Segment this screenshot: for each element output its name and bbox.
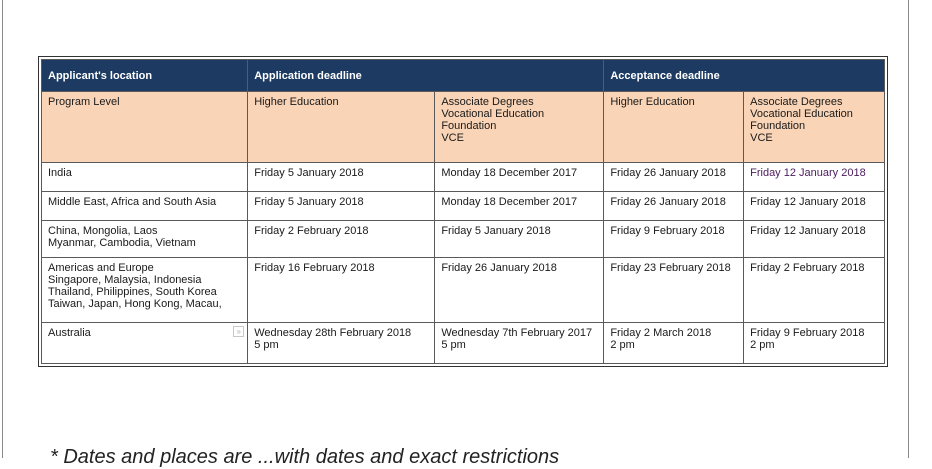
date-cell: Friday 9 February 2018	[604, 221, 744, 258]
paste-options-icon[interactable]: »	[233, 326, 244, 337]
header-application-deadline: Application deadline	[248, 60, 604, 92]
location-cell	[42, 323, 248, 364]
deadlines-table-container	[38, 56, 888, 367]
table-row	[42, 323, 885, 364]
date-cell: Monday 18 December 2017	[435, 163, 604, 192]
header-applicant-location: Applicant's location	[42, 60, 248, 92]
deadlines-table	[41, 59, 885, 364]
location-text: Australia	[48, 327, 91, 339]
date-cell: Friday 26 January 2018	[435, 258, 604, 323]
subheader-app-associate: Associate Degrees Vocational Education Foundation VCE	[435, 92, 604, 163]
date-cell: Friday 5 January 2018	[248, 192, 435, 221]
location-cell: China, Mongolia, Laos Myanmar, Cambodia, Vietnam	[42, 221, 248, 258]
date-cell: Friday 16 February 2018	[248, 258, 435, 323]
date-cell: Friday 26 January 2018	[604, 192, 744, 221]
table-row	[42, 258, 885, 323]
page-border-right	[908, 0, 909, 458]
date-cell: Monday 18 December 2017	[435, 192, 604, 221]
date-cell: Friday 5 January 2018	[248, 163, 435, 192]
date-cell: Friday 2 March 2018 2 pm	[604, 323, 744, 364]
footnote-text: * Dates and places are ...with dates and exact restrictions	[50, 446, 560, 468]
header-acceptance-deadline: Acceptance deadline	[604, 60, 885, 92]
date-cell: Friday 12 January 2018	[744, 221, 885, 258]
page-border-left	[2, 0, 3, 458]
table-row	[42, 221, 885, 258]
location-cell: India	[42, 163, 248, 192]
date-cell: Friday 2 February 2018	[248, 221, 435, 258]
date-cell: Friday 23 February 2018	[604, 258, 744, 323]
location-cell: Americas and Europe Singapore, Malaysia, Indonesia Thailand, Philippines, South Korea Taiwan, Japan, Hong Kong, Macau,	[42, 258, 248, 323]
date-cell: Friday 12 January 2018	[744, 163, 885, 192]
table-row	[42, 163, 885, 192]
subheader-program-level: Program Level	[42, 92, 248, 163]
subheader-row	[42, 92, 885, 163]
subheader-acc-associate: Associate Degrees Vocational Education Foundation VCE	[744, 92, 885, 163]
date-cell: Wednesday 28th February 2018 5 pm	[248, 323, 435, 364]
table-row	[42, 192, 885, 221]
date-cell: Friday 2 February 2018	[744, 258, 885, 323]
location-cell: Middle East, Africa and South Asia	[42, 192, 248, 221]
date-cell: Friday 5 January 2018	[435, 221, 604, 258]
date-cell: Friday 12 January 2018	[744, 192, 885, 221]
date-cell: Friday 9 February 2018 2 pm	[744, 323, 885, 364]
subheader-app-higher-ed: Higher Education	[248, 92, 435, 163]
header-row	[42, 60, 885, 92]
date-cell: Wednesday 7th February 2017 5 pm	[435, 323, 604, 364]
subheader-acc-higher-ed: Higher Education	[604, 92, 744, 163]
date-cell: Friday 26 January 2018	[604, 163, 744, 192]
